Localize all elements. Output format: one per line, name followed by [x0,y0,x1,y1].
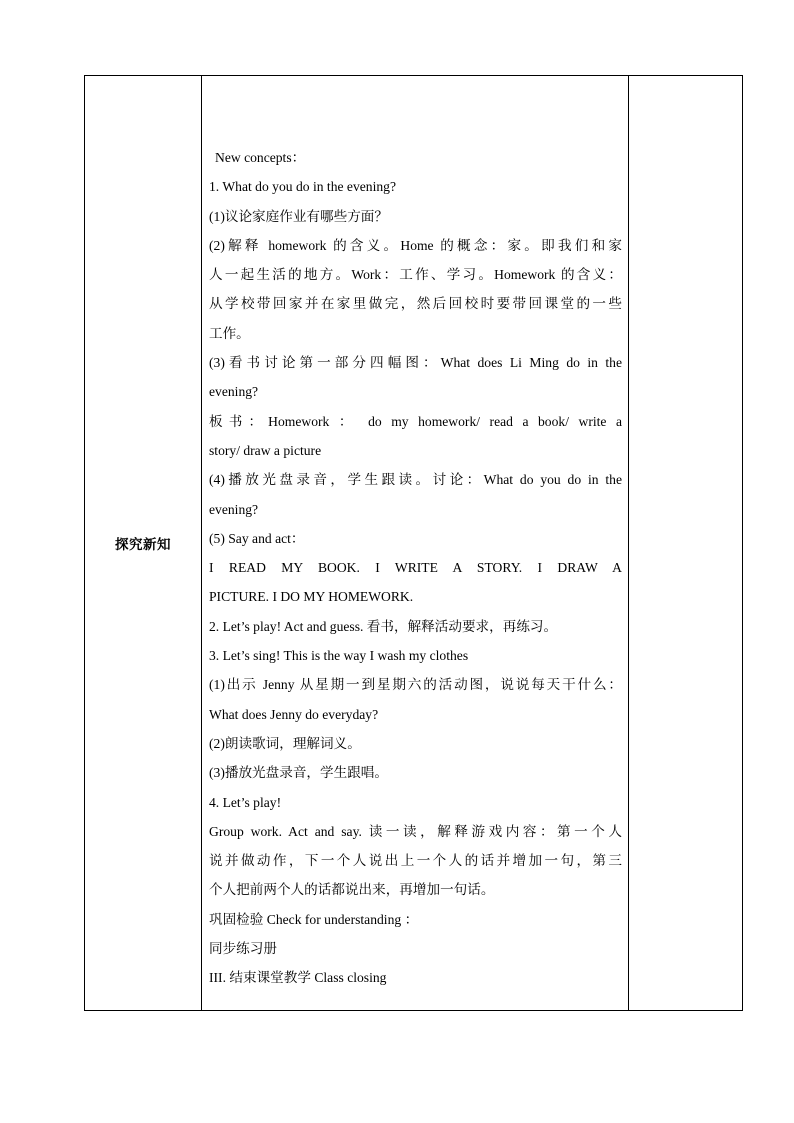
content-line: evening? [209,384,259,400]
content-line: (1)出示 Jenny 从星期一到星期六的活动图，说说每天干什么： [209,677,622,693]
content-line: evening? [209,501,259,517]
content-line: New concepts： [215,150,306,165]
content-line: Group work. Act and say. 读一读，解释游戏内容：第一个人 [209,823,622,839]
content-line: 个人把前两个人的话都说出来，再增加一句话。 [209,882,495,898]
lesson-plan-table [84,75,743,1011]
table-row [85,76,743,1011]
content-cell [202,76,629,1011]
content-line: 说并做动作，下一个人说出上一个人的话并增加一句，第三 [209,853,622,869]
content-line: 巩固检验 Check for understanding ： [209,911,419,927]
section-label: 探究新知 [115,536,171,553]
content-line: 工作。 [209,325,250,341]
notes-cell [629,76,743,1011]
content-line: (4)播放光盘录音，学生跟读。讨论：What do you do in the [209,472,622,488]
content-line: (1)议论家庭作业有哪些方面？ [209,208,388,224]
content-line: 2. Let’s play! Act and guess. 看书，解释活动要求，再练习。 [209,618,558,634]
content-line: 板书：Homework ： do my homework/ read a book/ write a [209,413,622,429]
content-line: (5) Say and act： [209,530,305,546]
content-line: 人一起生活的地方。Work：工作、学习。Homework 的含义： [209,267,622,283]
content-line: (3)看书讨论第一部分四幅图：What does Li Ming do in the [209,355,622,371]
content-line: 从学校带回家并在家里做完，然后回校时要带回课堂的一些 [209,296,622,312]
content-line: (2)朗读歌词，理解词义。 [209,735,361,751]
section-label-cell [85,76,202,1011]
content-line: (2)解释 homework 的含义。Home 的概念：家。即我们和家 [209,237,622,253]
content-line: story/ draw a picture [209,442,322,458]
content-line: 同步练习册 [209,941,277,957]
content-line: PICTURE. I DO MY HOMEWORK. [209,589,414,605]
content-line: I READ MY BOOK. I WRITE A STORY. I DRAW A [209,560,622,576]
content-line: 3. Let’s sing! This is the way I wash my clothes [209,648,469,664]
lesson-content [202,76,628,993]
content-line: III. 结束课堂教学 Class closing [209,970,387,986]
content-line: 1. What do you do in the evening? [209,179,397,195]
content-line: 4. Let’s play! [209,794,282,810]
content-line: (3)播放光盘录音，学生跟唱。 [209,765,388,781]
content-line: What does Jenny do everyday? [209,706,379,722]
